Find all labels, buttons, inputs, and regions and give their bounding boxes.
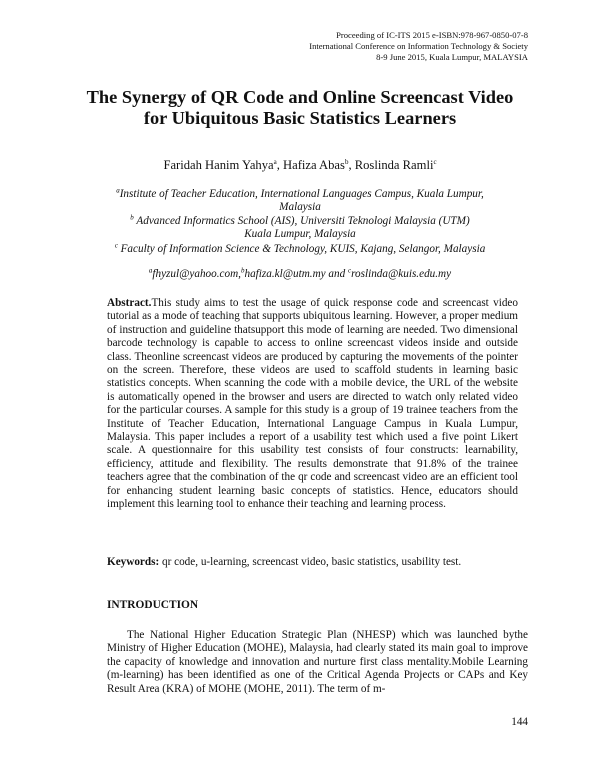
affiliation-sup: a	[116, 186, 120, 195]
email-sup: a	[148, 266, 153, 275]
author-list: Faridah Hanim Yahya$^a$, Hafiza Abas$^b$, Roslinda Ramli$^c$	[163, 157, 437, 172]
header-line-2: International Conference on Information Technology & Society	[309, 41, 528, 51]
keywords-text: qr code, u-learning, screencast video, basic statistics, usability test.	[159, 556, 462, 568]
affiliation-sup: c	[114, 241, 118, 250]
title-line-2: for Ubiquitous Basic Statistics Learners	[143, 108, 457, 128]
email-sup: b	[240, 266, 245, 275]
author-sup: c	[433, 157, 437, 166]
proceedings-header	[309, 30, 528, 63]
abstract-label: Abstract.	[107, 297, 152, 309]
keywords	[107, 556, 518, 569]
author-name: Faridah Hanim Yahya	[163, 158, 274, 172]
author-name: Hafiza Abas	[283, 158, 345, 172]
affiliation-c	[70, 243, 530, 256]
affiliation-text-2: Malaysia	[279, 201, 321, 214]
affiliation-a	[70, 188, 530, 215]
author-sup: b	[344, 157, 349, 166]
title-line-1: The Synergy of QR Code and Online Screencast Video	[86, 87, 514, 107]
affiliation-text: Faculty of Information Science & Technology, KUIS, Kajang, Selangor, Malaysia	[117, 243, 486, 255]
author-sup: a	[273, 157, 277, 166]
affiliation-text: Advanced Informatics School (AIS), Universiti Teknologi Malaysia (UTM)	[133, 215, 470, 227]
author-name: Roslinda Ramli	[354, 158, 434, 172]
affiliation-b	[70, 215, 530, 242]
header-line-3: 8-9 June 2015, Kuala Lumpur, MALAYSIA	[376, 52, 528, 62]
affiliation-text: Institute of Teacher Education, International Languages Campus, Kuala Lumpur,	[119, 188, 484, 200]
email-a: fhyzul@yahoo.com,	[152, 268, 241, 280]
affiliation-text-2: Kuala Lumpur, Malaysia	[244, 228, 356, 241]
email-c: roslinda@kuis.edu.my	[351, 268, 452, 280]
page-number: 144	[511, 716, 528, 728]
paper-title	[60, 87, 540, 129]
introduction-heading: INTRODUCTION	[107, 599, 199, 611]
email-sup: c	[348, 266, 352, 275]
keywords-label: Keywords:	[107, 556, 160, 568]
abstract-text: This study aims to test the usage of quick response code and screencast video tutorial as a mode of teaching that supports ubiquitous learning. However, a proper medium of instruction and guideline thatsupport this mode of learning are needed. Two dimensional barcode technology is capable to access to online screencast videos inside and outside class. Theonline screencast videos are produced by capturing the movements of the pointer on the screen. Therefore, these videos are used to scaffold students in learning basic statistics concepts. When scanning the code with a mobile device, the URL of the website is automatically opened in the browser and users are directed to watch only related video for the particular courses. A sample for this study is a group of 19 trainee teachers from the Institute of Teacher Education, International Language Campus in Kuala Lumpur, Malaysia. This paper includes a report of a usability test which used a five point Likert scale. A questionnaire for this usability test consists of four constructs: learnability, efficiency, attitude and flexibility. The results demonstrate that 91.8% of the trainee teachers agree that the combination of the qr code and screencast video are an efficient tool for enhancing student learning basic concepts of statistics. Hence, educators should implement this learning tool to enhance their teaching and learning process.	[107, 297, 518, 511]
abstract	[107, 297, 518, 512]
affiliation-sup: b	[130, 213, 134, 222]
email-list	[70, 268, 530, 281]
header-line-1: Proceeding of IC-ITS 2015 e-ISBN:978-967-0850-07-8	[336, 30, 528, 40]
email-b: hafiza.kl@utm.my and	[244, 268, 348, 280]
introduction-paragraph: The National Higher Education Strategic Plan (NHESP) which was launched bythe Ministry of Higher Education (MOHE), Malaysia, had clearly stated its main goal to improve the capacity of knowledge and innovation and nurture first class mentality.Mobile Learning (m-learning) has been identified as one of the Critical Agenda Projects or CAPs and Key Result Area (KRA) of MOHE (MOHE, 2011). The term of m-	[107, 629, 528, 695]
